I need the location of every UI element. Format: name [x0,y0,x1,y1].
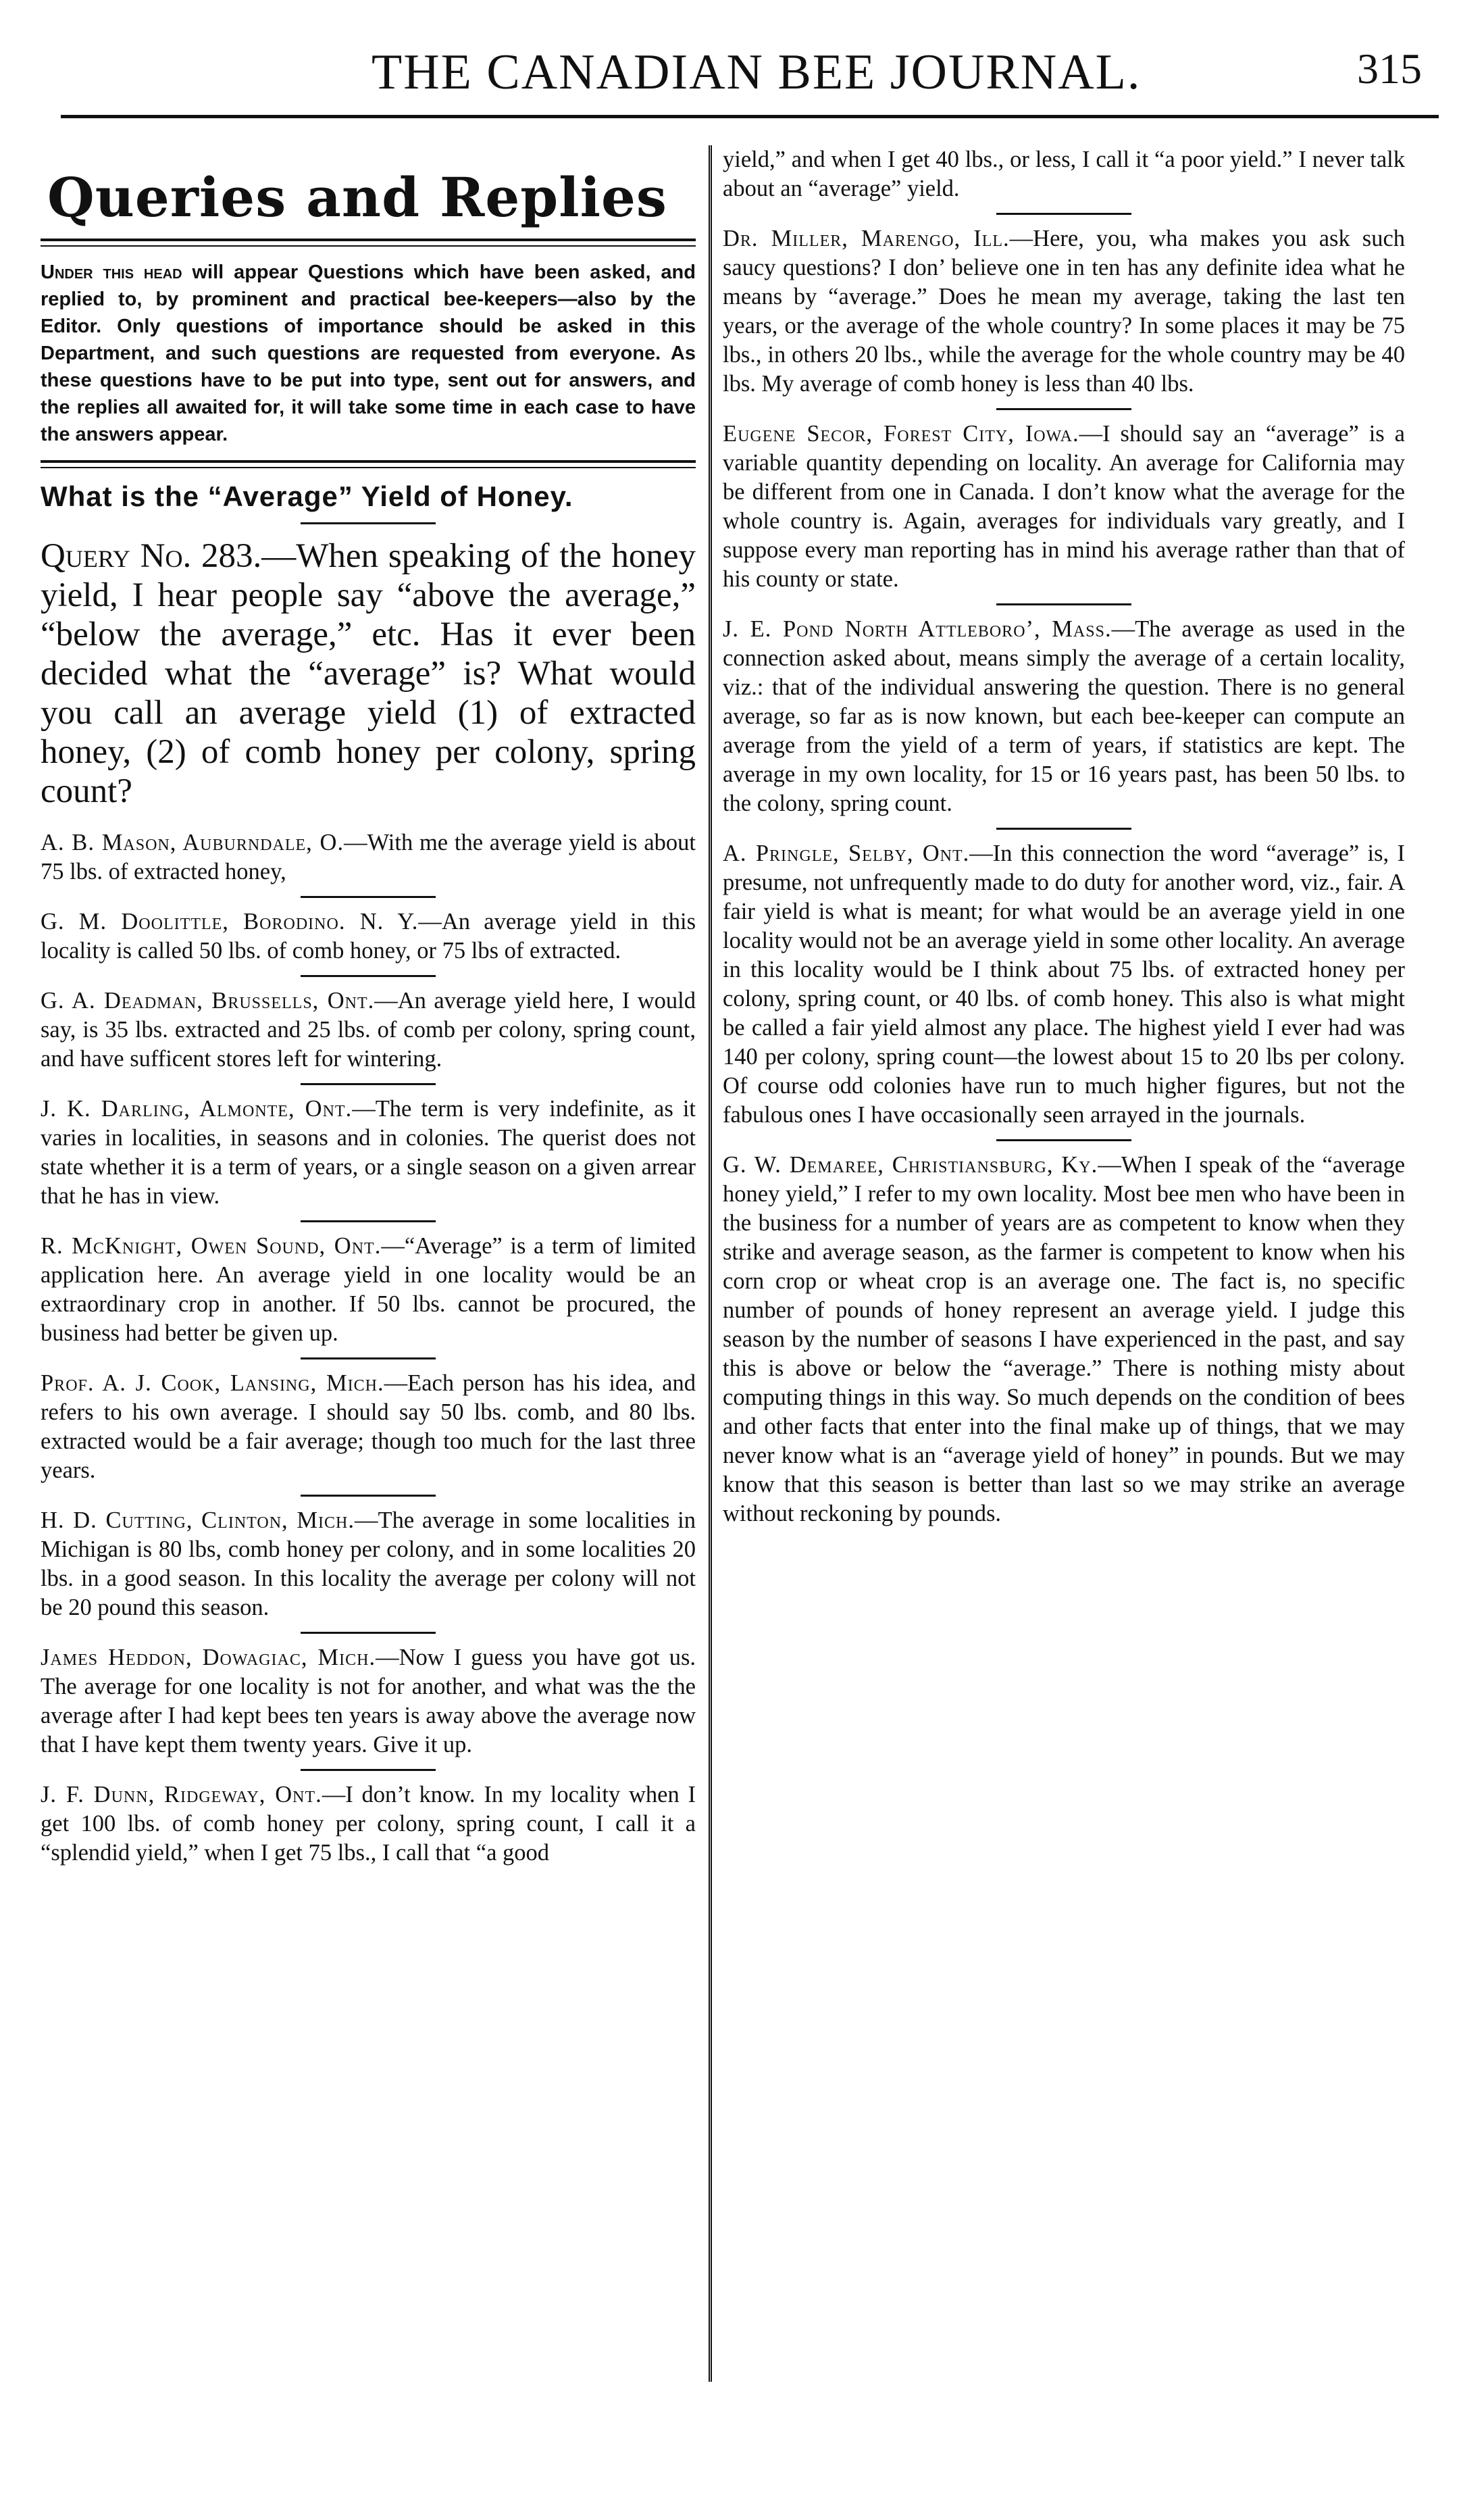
reply-dunn-continued: yield,” and when I get 40 lbs., or less, I call it “a poor yield.” I never talk about an “average” yield. [723,147,1405,201]
separator [996,213,1131,215]
reply-text: —Here, you, wha makes you ask such saucy questions? I don’ believe one in ten has any definite idea what he means by “average.” Does he mean my average, taking the last ten years, or the average of the whole country? In some places it may be 75 lbs., in others 20 lbs., while the average for the whole country may be 40 lbs. My average of comb honey is less than 40 lbs. [723,226,1406,397]
section-intro [41,259,696,448]
reply-cutting [41,1506,696,1622]
reply-author: G. W. Demaree, Christiansburg, Ky. [723,1152,1098,1178]
reply-miller [723,224,1405,399]
reply-text: —An average yield in this locality is called 50 lbs. of comb honey, or 75 lbs of extracted. [41,909,696,964]
section-title-rule [41,239,696,247]
intro-lead: Under this head [41,261,182,283]
reply-author: J. E. Pond North Attleboro’, Mass. [723,616,1112,642]
query-text: —When speaking of the honey yield, I hear people say “above the average,” “below the average,” etc. Has it ever been decided what the “average” is? What would you call an average yield (1) of extracted honey, (2) of comb honey per colony, spring count? [41,537,696,810]
page-number: 315 [1357,45,1422,93]
reply-text: —Each person has his idea, and refers to his own average. I should say 50 lbs. comb, and 80 lbs. extracted would be a fair average; though too much for the last three years. [41,1370,696,1483]
column-divider [709,145,712,2382]
reply-demaree [723,1151,1405,1528]
reply-author: Dr. Miller, Marengo, Ill. [723,226,1010,251]
reply-pringle [723,839,1405,1130]
reply-pond [723,615,1405,818]
reply-text: —With me the average yield is about 75 lbs. of extracted honey, [41,830,696,884]
separator [301,1220,436,1222]
reply-doolittle [41,907,696,966]
query-paragraph [41,536,696,811]
separator [301,1495,436,1497]
reply-text: —In this connection the word “average” is, I presume, not unfrequently made to do duty for another word, viz., fair. A fair yield is what is meant; for what would be an average yield in one locality would not be an average yield in some other locality. An average in this locality would be I think about 75 lbs. of extracted honey per colony, spring count, or 40 lbs. of comb honey. This also is what might be called a fair yield almost any place. The highest yield I ever had was 140 per colony, spring count—the lowest about 15 to 20 lbs per colony. Of course odd colonies have run to much higher figures, but not the fabulous ones I have occasionally seen arrayed in the journals. [723,841,1405,1128]
reply-text: —An average yield here, I would say, is 35 lbs. extracted and 25 lbs. of comb per colony, spring count, and have sufficent stores left for wintering. [41,988,696,1072]
separator [301,1632,436,1634]
intro-rule [41,460,696,468]
reply-text: —Now I guess you have got us. The average for one locality is not for another, and what was the the average after I had kept bees ten years is away above the average now that I have kept them twenty years. Give it up. [41,1645,696,1757]
separator [301,1357,436,1359]
reply-author: J. K. Darling, Almonte, Ont. [41,1096,353,1122]
separator [301,975,436,977]
left-column [41,145,696,1868]
reply-darling [41,1095,696,1211]
header-rule [61,115,1439,118]
reply-dunn [41,1780,696,1868]
separator [301,522,436,524]
reply-author: J. F. Dunn, Ridgeway, Ont. [41,1782,322,1807]
separator [996,408,1131,410]
reply-text: —The average in some localities in Michigan is 80 lbs, comb honey per colony, and in some localities 20 lbs. in a good season. In this locality the average per colony will not be 20 pound this season. [41,1507,696,1620]
reply-author: A. B. Mason, Auburndale, O. [41,830,344,855]
reply-heddon [41,1643,696,1759]
separator [301,896,436,898]
reply-secor [723,420,1405,594]
reply-mason [41,828,696,886]
right-column [723,145,1405,1528]
reply-author: H. D. Cutting, Clinton, Mich. [41,1507,355,1533]
reply-author: Prof. A. J. Cook, Lansing, Mich. [41,1370,384,1396]
reply-text: —“Average” is a term of limited application here. An average yield in one locality would be an extraordinary crop in another. If 50 lbs. cannot be procured, the business had better be given up. [41,1233,696,1346]
separator [996,603,1131,605]
reply-author: A. Pringle, Selby, Ont. [723,841,970,866]
page-header [61,37,1439,118]
reply-author: G. A. Deadman, Brussells, Ont. [41,988,375,1014]
reply-author: G. M. Doolittle, Borodino. N. Y. [41,909,419,934]
journal-title: THE CANADIAN BEE JOURNAL. [372,45,1142,100]
intro-body: will appear Questions which have been asked, and replied to, by prominent and practical bee-keepers—also by the Editor. Only questions of importance should be asked in this Department, and such questions are requested from everyone. As these questions have to be put into type, sent out for answers, and the replies all awaited for, it will take some time in each case to have the answers appear. [41,261,696,445]
separator [996,828,1131,830]
reply-text: —The average as used in the connection asked about, means simply the average of a certain locality, viz.: that of the individual answering the question. There is no general average, so far as is now known, but each bee-keeper can compute an average from the yield of a term of years, if statistics are kept. The average in my own locality, for 15 or 16 years past, has been 50 lbs. to the colony, spring count. [723,616,1406,816]
separator [301,1083,436,1085]
reply-text: —I don’t know. In my locality when I get 100 lbs. of comb honey per colony, spring count, I call it a “splendid yield,” when I get 75 lbs., I call that “a good [41,1782,696,1866]
query-label: Query No. 283. [41,537,262,575]
section-title: Queries and Replies [47,166,667,229]
separator [301,1769,436,1771]
reply-author: Eugene Secor, Forest City, Iowa. [723,421,1079,447]
question-heading: What is the “Average” Yield of Honey. [41,480,573,512]
reply-author: R. McKnight, Owen Sound, Ont. [41,1233,382,1259]
reply-mcknight [41,1232,696,1348]
separator [996,1139,1131,1141]
reply-text: —When I speak of the “average honey yield,” I refer to my own locality. Most bee men who have been in the business for a number of years are as competent to know when they strike and average season, as the farmer is competent to know when his corn crop or wheat crop is an average one. The fact is, no specific number of pounds of honey represent an average yield. I judge this season by the number of seasons I have experienced in the past, and say this is above or below the “average.” There is nothing misty about computing things in this way. So much depends on the condition of bees and other facts that enter into the final make up of things, that we may never know what is an “average yield of honey” in pounds. But we may know that this season is better than last so we may strike an average without reckoning by pounds. [723,1152,1406,1526]
reply-cook [41,1369,696,1485]
reply-deadman [41,986,696,1074]
reply-text: —The term is very indefinite, as it varies in localities, in seasons and in colonies. The querist does not state whether it is a term of years, or a single season on a given arrear that he has in view. [41,1096,696,1209]
reply-author: James Heddon, Dowagiac, Mich. [41,1645,376,1670]
reply-text: —I should say an “average” is a variable quantity depending on locality. An average for California may be different from one in Canada. I don’t know what the average for the whole country is. Again, averages for individuals vary greatly, and I suppose every man reporting has in mind his average rather than that of his county or state. [723,421,1405,592]
